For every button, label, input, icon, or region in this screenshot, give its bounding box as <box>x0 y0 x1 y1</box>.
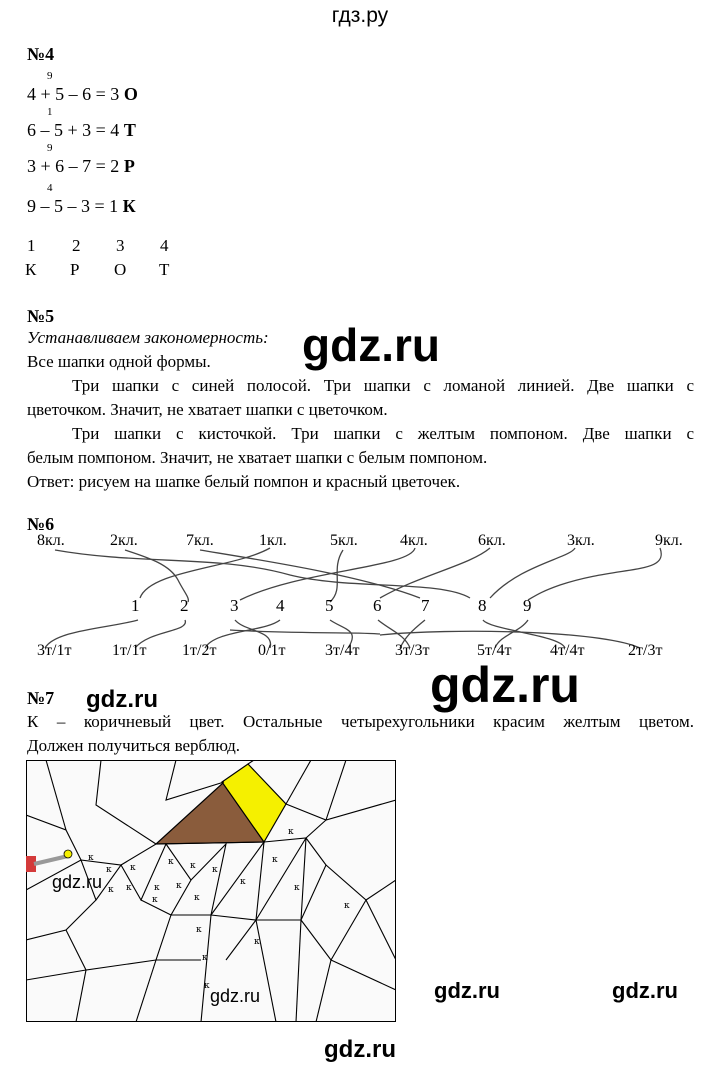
task4-expr-3: 3 + 6 – 7 = 2 <box>27 156 120 176</box>
task5-line-5: Три шапки с кисточкой. Три шапки с желтым помпоном. Две шапки с <box>72 424 694 443</box>
task4-row-2 <box>27 120 136 141</box>
task6-bottom-8: 4т/4т <box>550 642 585 659</box>
mark-k-9: к <box>108 885 114 895</box>
task6-title: №6 <box>27 514 55 534</box>
mark-k-20: к <box>202 953 208 963</box>
task5-line-7: Ответ: рисуем на шапке белый помпон и красный цветочек. <box>27 472 461 491</box>
mark-k-16: к <box>194 893 200 903</box>
mark-k-3: к <box>106 865 112 875</box>
connector-extra-2 <box>230 630 380 634</box>
task4-row-3 <box>27 156 135 177</box>
site-header: гдз.ру <box>331 4 389 27</box>
task6-bottom-2: 1т/1т <box>112 642 147 659</box>
task7-line-2: Должен получиться верблюд. <box>27 736 240 755</box>
task6-bottom-6: 3т/3т <box>395 642 430 659</box>
mark-k-19: к <box>254 937 260 947</box>
mark-k-11: к <box>154 883 160 893</box>
task4-letter-1: О <box>123 84 138 104</box>
task4-letter-k: К <box>25 260 37 279</box>
mark-k-21: к <box>204 981 210 991</box>
mark-k-13: к <box>240 877 246 887</box>
task6-top-1: 8кл. <box>37 532 65 549</box>
task4-letter-3: Р <box>123 156 135 176</box>
task6-top-8: 3кл. <box>567 532 595 549</box>
task6-mid-4: 4 <box>276 596 285 615</box>
task4-letter-r: Р <box>70 260 80 279</box>
task6-bottom-5: 3т/4т <box>325 642 360 659</box>
task6-top-7: 6кл. <box>478 532 506 549</box>
task4-digit-3: 3 <box>116 236 125 255</box>
task4-digit-1: 1 <box>27 236 36 255</box>
task4-digit-2: 2 <box>72 236 81 255</box>
task4-sup-2: 1 <box>47 106 53 118</box>
watermark-4: gdz.ru <box>52 872 103 892</box>
task4-letter-4: К <box>122 196 136 216</box>
task6-top-2: 2кл. <box>110 532 138 549</box>
mark-k-2: к <box>88 853 94 863</box>
connector-4kl <box>240 548 415 600</box>
task6-mid-6: 6 <box>373 596 382 615</box>
task5-line-2: Все шапки одной формы. <box>27 352 211 371</box>
watermark-5: gdz.ru <box>210 986 261 1006</box>
task5-line-3: Три шапки с синей полосой. Три шапки с ломаной линией. Две шапки с <box>72 376 694 395</box>
task4-sup-1: 9 <box>47 70 53 82</box>
mark-k-15: к <box>152 895 158 905</box>
task6-mid-3: 3 <box>230 596 239 615</box>
task6-top-6: 4кл. <box>400 532 428 549</box>
task7-line-1: К – коричневый цвет. Остальные четырехугольники красим желтым цветом. <box>27 712 694 731</box>
task6-top-9: 9кл. <box>655 532 683 549</box>
task6-connector-lines <box>0 520 720 670</box>
task5-line-4: цветочком. Значит, не хватает шапки с цветочком. <box>27 400 388 419</box>
watermark-3: gdz.ru <box>86 686 158 713</box>
task4-row-1 <box>27 84 138 105</box>
task6-mid-2: 2 <box>180 596 189 615</box>
mark-k-1: к <box>288 827 294 837</box>
connector-1kl <box>140 548 270 598</box>
task4-row-4 <box>27 196 136 217</box>
connector-9kl <box>528 548 661 600</box>
task4-sup-4: 4 <box>47 182 53 194</box>
watermark-6: gdz.ru <box>434 978 500 1003</box>
connector-3kl <box>490 548 575 598</box>
task6-mid-8: 8 <box>478 596 487 615</box>
task4-expr-2: 6 – 5 + 3 = 4 <box>27 120 120 140</box>
task6-top-5: 5кл. <box>330 532 358 549</box>
watermark-7: gdz.ru <box>612 978 678 1003</box>
task6-top-4: 1кл. <box>259 532 287 549</box>
task6-bottom-3: 1т/2т <box>182 642 217 659</box>
task5-title: №5 <box>27 306 55 326</box>
task4-letter-o: О <box>114 260 127 279</box>
task6-mid-1: 1 <box>131 596 140 615</box>
task6-mid-9: 9 <box>523 596 532 615</box>
task6-bottom-7: 5т/4т <box>477 642 512 659</box>
task4-digit-4: 4 <box>160 236 169 255</box>
task6-bottom-4: 0/1т <box>258 642 286 659</box>
task4-expr-1: 4 + 5 – 6 = 3 <box>27 84 120 104</box>
task5-line-6: белым помпоном. Значит, не хватает шапки с белым помпоном. <box>27 448 488 467</box>
mark-k-5: к <box>168 857 174 867</box>
mark-k-4: к <box>130 863 136 873</box>
task6-mid-7: 7 <box>421 596 430 615</box>
connector-7kl <box>200 550 420 598</box>
mark-k-14: к <box>294 883 300 893</box>
watermark-2: gdz.ru <box>430 657 580 713</box>
task4-expr-4: 9 – 5 – 3 = 1 <box>27 196 119 216</box>
task4-letter-t: Т <box>159 260 170 279</box>
mark-k-7: к <box>212 865 218 875</box>
task4-title: №4 <box>27 44 55 64</box>
connector-2kl <box>125 550 188 602</box>
mark-k-10: к <box>126 883 132 893</box>
mark-k-6: к <box>190 861 196 871</box>
watermark-8: gdz.ru <box>324 1036 396 1063</box>
task6-bottom-1: 3т/1т <box>37 642 72 659</box>
task4-sup-3: 9 <box>47 142 53 154</box>
watermark-1: gdz.ru <box>302 319 440 371</box>
task7-title: №7 <box>27 688 55 708</box>
task6-top-3: 7кл. <box>186 532 214 549</box>
task5-line-1: Устанавливаем закономерность: <box>27 328 269 347</box>
mark-k-18: к <box>196 925 202 935</box>
mark-k-12: к <box>176 881 182 891</box>
task6-bottom-9: 2т/3т <box>628 642 663 659</box>
mark-k-8: к <box>272 855 278 865</box>
mark-k-17: к <box>344 901 350 911</box>
task6-mid-5: 5 <box>325 596 334 615</box>
task4-letter-2: Т <box>123 120 136 140</box>
